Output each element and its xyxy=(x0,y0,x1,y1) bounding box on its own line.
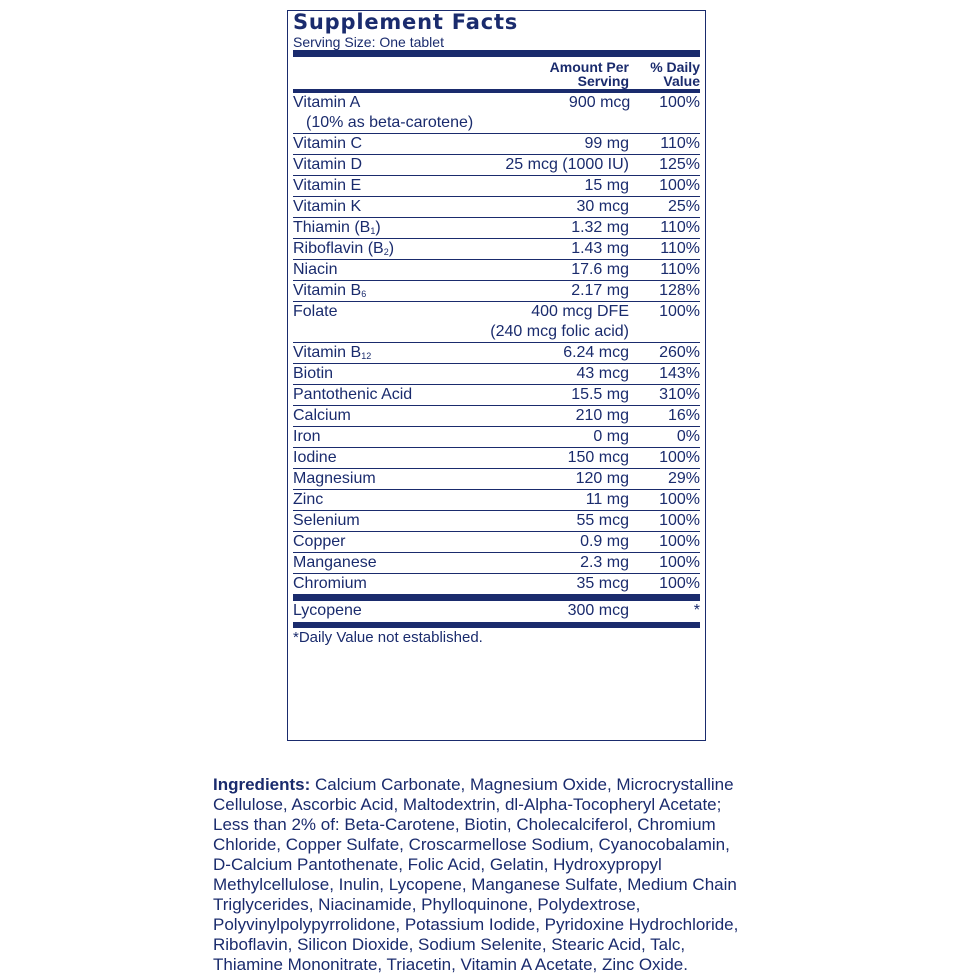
column-header xyxy=(293,57,700,89)
nutrient-amount: 6.24 mcg xyxy=(563,344,629,361)
nutrient-note: (10% as beta-carotene) xyxy=(306,114,474,131)
nutrient-name: Vitamin A (10% as beta-carotene) xyxy=(293,94,474,131)
nutrient-dv: 110% xyxy=(660,261,700,278)
nutrient-amount: 15.5 mg xyxy=(571,386,629,403)
nutrient-dv: 100% xyxy=(659,449,700,466)
subscript: 2 xyxy=(383,247,389,257)
nutrient-amount: 300 mcg xyxy=(567,602,629,619)
nutrient-dv: 25% xyxy=(667,198,700,215)
ingredients-line: Triglycerides, Niacinamide, Phylloquinone, Polydextrose, xyxy=(213,895,641,914)
nutrient-dv: 260% xyxy=(659,344,700,361)
nutrient-dv: 0% xyxy=(676,428,700,445)
table-row xyxy=(293,385,700,406)
nutrient-amount: 1.43 mg xyxy=(571,240,629,257)
nutrient-name: Vitamin C xyxy=(293,135,363,152)
table-row xyxy=(293,134,700,155)
table-row xyxy=(293,469,700,490)
nutrient-amount: 2.17 mg xyxy=(571,282,629,299)
nutrient-dv: 110% xyxy=(660,135,700,152)
table-row xyxy=(293,155,700,176)
nutrient-dv: * xyxy=(693,602,700,619)
nutrient-amount: 0 mg xyxy=(593,428,629,445)
top-thick-rule xyxy=(293,50,700,57)
table-row xyxy=(293,93,700,134)
nutrient-amount: 2.3 mg xyxy=(580,554,629,571)
table-row xyxy=(293,364,700,385)
nutrient-name: Chromium xyxy=(293,575,367,592)
table-row xyxy=(293,260,700,281)
table-row xyxy=(293,553,700,574)
subscript: 6 xyxy=(361,289,367,299)
nutrient-dv: 100% xyxy=(659,303,700,320)
nutrient-amount: 43 mcg xyxy=(576,365,629,382)
subscript: 1 xyxy=(370,226,376,236)
nutrient-dv: 128% xyxy=(659,282,700,299)
nutrient-name: Magnesium xyxy=(293,470,376,487)
nutrient-name: Vitamin K xyxy=(293,198,362,215)
footnote: *Daily Value not established. xyxy=(293,629,483,646)
ingredients-line: Ingredients: Calcium Carbonate, Magnesium Oxide, Microcrystalline xyxy=(213,775,734,794)
nutrient-name: Zinc xyxy=(293,491,324,508)
nutrient-dv: 100% xyxy=(659,177,700,194)
subscript: 12 xyxy=(361,351,372,361)
nutrient-dv: 143% xyxy=(659,365,700,382)
daily-value-header: % Daily Value xyxy=(650,59,700,89)
nutrient-dv: 100% xyxy=(659,94,700,111)
ingredients-label: Ingredients: xyxy=(213,775,311,794)
nutrient-name: Folate xyxy=(293,303,338,320)
table-row xyxy=(293,197,700,218)
nutrient-name: Iodine xyxy=(293,449,337,466)
nutrient-amount: 400 mcg DFE (240 mcg folic acid) xyxy=(490,303,629,340)
ingredients-line: D-Calcium Pantothenate, Folic Acid, Gelatin, Hydroxypropyl xyxy=(213,855,662,874)
nutrient-dv: 100% xyxy=(659,575,700,592)
nutrient-amount: 25 mcg (1000 IU) xyxy=(505,156,629,173)
table-row xyxy=(293,343,700,364)
nutrient-name: Niacin xyxy=(293,261,338,278)
nutrient-name: Vitamin D xyxy=(293,156,363,173)
table-row xyxy=(293,427,700,448)
ingredients-line: Polyvinylpolypyrrolidone, Potassium Iodide, Pyridoxine Hydrochloride, xyxy=(213,915,739,934)
nutrient-name: Iron xyxy=(293,428,321,445)
nutrient-name: Manganese xyxy=(293,554,377,571)
table-row xyxy=(293,448,700,469)
nutrient-amount: 0.9 mg xyxy=(580,533,629,550)
ingredients-line: Less than 2% of: Beta-Carotene, Biotin, Cholecalciferol, Chromium xyxy=(213,815,716,834)
table-row xyxy=(293,239,700,260)
nutrient-name: Biotin xyxy=(293,365,334,382)
nutrient-name: Vitamin $B_6$ xyxy=(293,282,367,299)
lycopene-row xyxy=(293,601,700,621)
nutrient-name: Copper xyxy=(293,533,346,550)
nutrient-amount: 30 mcg xyxy=(576,198,629,215)
nutrient-amount: 15 mg xyxy=(584,177,629,194)
nutrient-table xyxy=(293,93,700,595)
nutrient-name: Lycopene xyxy=(293,602,362,619)
nutrient-amount: 11 mg xyxy=(585,491,629,508)
panel-title: Supplement Facts xyxy=(293,10,519,34)
nutrient-dv: 16% xyxy=(667,407,700,424)
nutrient-dv: 110% xyxy=(660,219,700,236)
nutrient-dv: 125% xyxy=(659,156,700,173)
table-row xyxy=(293,281,700,302)
nutrient-dv: 29% xyxy=(667,470,700,487)
nutrient-dv: 100% xyxy=(659,491,700,508)
nutrient-name: Riboflavin $(B_2)$ xyxy=(293,240,395,257)
nutrient-dv: 100% xyxy=(659,512,700,529)
nutrient-dv: 100% xyxy=(659,554,700,571)
nutrient-amount: 900 mcg xyxy=(568,94,631,111)
ingredients-line: Thiamine Mononitrate, Triacetin, Vitamin A Acetate, Zinc Oxide. xyxy=(213,955,688,974)
nutrient-amount: 120 mg xyxy=(575,470,629,487)
table-row xyxy=(293,490,700,511)
nutrient-amount: 35 mcg xyxy=(576,575,629,592)
nutrient-amount: 17.6 mg xyxy=(571,261,629,278)
table-row xyxy=(293,302,700,343)
table-row xyxy=(293,406,700,427)
nutrient-name: Vitamin $B_{12}$ xyxy=(293,344,372,361)
table-row xyxy=(293,511,700,532)
table-row xyxy=(293,218,700,239)
nutrient-name: Selenium xyxy=(293,512,360,529)
ingredients-text xyxy=(213,775,773,975)
supplement-facts-panel xyxy=(287,10,706,741)
ingredients-line: Chloride, Copper Sulfate, Croscarmellose Sodium, Cyanocobalamin, xyxy=(213,835,730,854)
serving-size: Serving Size: One tablet xyxy=(293,34,444,50)
nutrient-amount: 210 mg xyxy=(575,407,629,424)
nutrient-dv: 110% xyxy=(660,240,700,257)
nutrient-name: Vitamin E xyxy=(293,177,362,194)
nutrient-dv: 310% xyxy=(659,386,700,403)
nutrient-name: Calcium xyxy=(293,407,351,424)
nutrient-amount: 150 mcg xyxy=(567,449,629,466)
table-row xyxy=(293,532,700,553)
nutrient-name: Pantothenic Acid xyxy=(293,386,413,403)
table-row xyxy=(293,574,700,595)
amount-per-serving-header: Amount Per Serving xyxy=(549,59,629,89)
nutrient-amount: 1.32 mg xyxy=(571,219,629,236)
nutrient-dv: 100% xyxy=(659,533,700,550)
ingredients-line: Riboflavin, Silicon Dioxide, Sodium Selenite, Stearic Acid, Talc, xyxy=(213,935,686,954)
nutrient-name: Thiamin $(B_1)$ xyxy=(293,219,381,236)
nutrient-amount: 99 mg xyxy=(584,135,629,152)
ingredients-line: Methylcellulose, Inulin, Lycopene, Manganese Sulfate, Medium Chain xyxy=(213,875,737,894)
ingredients-line: Cellulose, Ascorbic Acid, Maltodextrin, dl-Alpha-Tocopheryl Acetate; xyxy=(213,795,722,814)
nutrient-amount: 55 mcg xyxy=(576,512,629,529)
table-row xyxy=(293,176,700,197)
